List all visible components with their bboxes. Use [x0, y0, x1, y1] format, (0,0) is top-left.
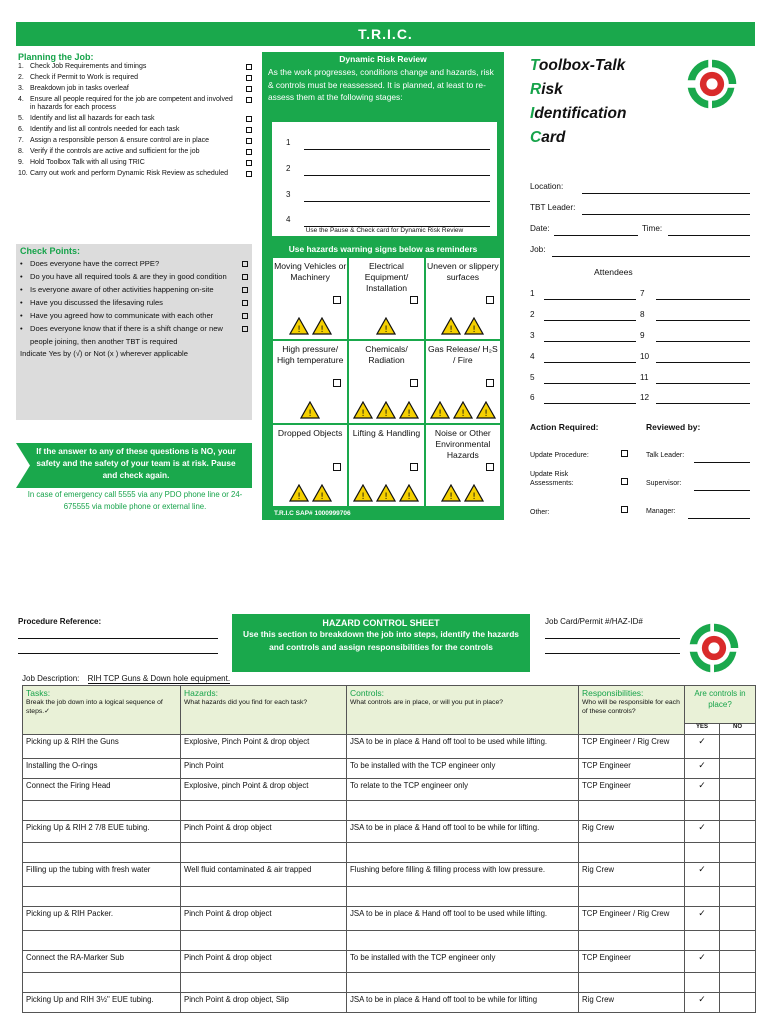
- table-row: [23, 907, 756, 931]
- task-cell[interactable]: Picking up & RIH Packer.: [23, 907, 181, 931]
- jobcard-line[interactable]: [545, 653, 680, 654]
- stage-line[interactable]: 1: [286, 138, 490, 150]
- no-cell[interactable]: [720, 907, 756, 931]
- responsibility-cell[interactable]: TCP Engineer: [579, 779, 685, 801]
- responsibility-cell[interactable]: [579, 973, 685, 993]
- svg-text:!: !: [361, 492, 366, 502]
- hazard-cell[interactable]: Pinch Point & drop object: [181, 907, 347, 931]
- warning-triangle-icon: [476, 401, 496, 419]
- control-cell[interactable]: JSA to be in place & Hand off tool to be used while lifting.: [347, 907, 579, 931]
- hazard-cell[interactable]: [181, 801, 347, 821]
- task-cell[interactable]: Filling up the tubing with fresh water: [23, 863, 181, 887]
- procedure-reference-label: Procedure Reference:: [18, 617, 102, 626]
- warning-arrow-box: If the answer to any of these questions is NO, your safety and the safety of your team is at risk. Pause and check again.: [16, 443, 252, 488]
- yes-cell[interactable]: [685, 801, 720, 821]
- no-cell[interactable]: [720, 993, 756, 1013]
- job-card-label: Job Card/Permit #/HAZ-ID#: [545, 617, 643, 626]
- hazard-cell: [273, 258, 347, 339]
- planning-checkbox[interactable]: [246, 86, 252, 92]
- tric-card-title: Toolbox-Talk Risk Identification Card: [530, 57, 627, 146]
- svg-text:!: !: [461, 408, 465, 419]
- warning-triangle-icon: [441, 484, 461, 502]
- svg-text:!: !: [449, 325, 454, 336]
- yes-cell[interactable]: ✓: [685, 951, 720, 973]
- responsibility-cell[interactable]: Rig Crew: [579, 863, 685, 887]
- table-row: [23, 931, 756, 951]
- job-field[interactable]: Job:: [530, 245, 750, 257]
- action-label: Update Procedure:: [530, 452, 589, 459]
- no-cell[interactable]: [720, 759, 756, 779]
- warning-triangle-icon: [464, 484, 484, 502]
- stage-line[interactable]: 2: [286, 164, 490, 176]
- svg-text:!: !: [438, 408, 442, 419]
- location-field[interactable]: Location:: [530, 182, 750, 194]
- control-cell[interactable]: [347, 843, 579, 863]
- checkpoint-checkbox[interactable]: [242, 313, 248, 319]
- talk-leader-field[interactable]: Talk Leader:: [646, 452, 750, 463]
- table-row: [23, 821, 756, 843]
- warning-triangle-icon: [312, 317, 332, 335]
- svg-text:!: !: [319, 492, 324, 502]
- hazard-label: High pressure/ High temperature: [276, 344, 344, 366]
- no-cell[interactable]: [720, 887, 756, 907]
- table-row: [23, 779, 756, 801]
- hazard-label: Uneven or slippery surfaces: [427, 261, 499, 282]
- stage-line[interactable]: 3: [286, 190, 490, 202]
- hazard-grid: [272, 257, 501, 507]
- hazard-cell[interactable]: Pinch Point & drop object: [181, 821, 347, 843]
- warning-triangle-icon: [353, 401, 373, 419]
- yes-cell[interactable]: [685, 887, 720, 907]
- hazard-label: Electrical Equipment/ Installation: [364, 261, 409, 293]
- responsibility-cell[interactable]: [579, 801, 685, 821]
- task-cell[interactable]: [23, 931, 181, 951]
- svg-text:!: !: [308, 408, 312, 419]
- svg-text:!: !: [361, 408, 366, 419]
- checkpoints-heading: Check Points:: [20, 246, 81, 256]
- action-label: Other:: [530, 509, 550, 516]
- checkpoint-item: • Does everyone know that if there is a shift change or new people joining, then another TBT is required: [20, 322, 248, 348]
- responsibility-cell[interactable]: TCP Engineer / Rig Crew: [579, 735, 685, 759]
- attendee-line[interactable]: 4: [530, 352, 636, 363]
- hazard-cell: [426, 341, 500, 422]
- attendee-line[interactable]: 6: [530, 393, 636, 404]
- planning-item: 1. Check Job Requirements and timings: [18, 63, 252, 71]
- checkpoint-checkbox[interactable]: [242, 287, 248, 293]
- no-cell[interactable]: [720, 801, 756, 821]
- hazard-cell[interactable]: Pinch Point & drop object: [181, 951, 347, 973]
- hazard-checkbox[interactable]: [486, 379, 494, 387]
- hazard-cell[interactable]: Well fluid contaminated & air trapped: [181, 863, 347, 887]
- control-cell[interactable]: To relate to the TCP engineer only: [347, 779, 579, 801]
- hazard-cell[interactable]: [181, 887, 347, 907]
- warning-triangle-icon: [289, 317, 309, 335]
- planning-checkbox[interactable]: [246, 171, 252, 177]
- job-description-value[interactable]: RIH TCP Guns & Down hole equipment.: [87, 674, 231, 683]
- checkpoint-item: • Have you discussed the lifesaving rules: [20, 296, 248, 309]
- responsibility-cell[interactable]: Rig Crew: [579, 821, 685, 843]
- warning-triangle-icon: [430, 401, 450, 419]
- planning-checkbox[interactable]: [246, 116, 252, 122]
- yes-cell[interactable]: [685, 973, 720, 993]
- sap-number: T.R.I.C SAP# 1000999706: [274, 510, 351, 517]
- task-cell[interactable]: Connect the Firing Head: [23, 779, 181, 801]
- hazard-cell[interactable]: [181, 931, 347, 951]
- planning-section: [18, 52, 252, 181]
- table-row: [23, 759, 756, 779]
- col-yes: YES: [685, 724, 720, 735]
- control-cell[interactable]: JSA to be in place & Hand off tool to be while for lifting.: [347, 821, 579, 843]
- warning-triangle-icon: [453, 401, 473, 419]
- stage-line[interactable]: 4: [286, 215, 490, 227]
- planning-checkbox[interactable]: [246, 97, 252, 103]
- control-cell[interactable]: Flushing before filling & filling process with low pressure.: [347, 863, 579, 887]
- warning-triangle-icon: [399, 401, 419, 419]
- table-row: [23, 735, 756, 759]
- task-cell[interactable]: Connect the RA-Marker Sub: [23, 951, 181, 973]
- hazard-label: Lifting & Handling: [352, 427, 421, 438]
- drr-title: Dynamic Risk Review: [339, 54, 427, 64]
- table-row: [23, 887, 756, 907]
- warning-triangle-icon: [376, 484, 396, 502]
- dynamic-risk-review-panel: [262, 52, 504, 520]
- col-tasks: Tasks: Break the job down into a logical sequence of steps.✓: [23, 686, 181, 735]
- warning-triangle-icon: [441, 317, 461, 335]
- checkpoint-item: • Do you have all required tools & are they in good condition: [20, 270, 248, 283]
- attendee-line[interactable]: 8: [640, 310, 750, 321]
- planning-checkbox[interactable]: [246, 127, 252, 133]
- task-cell[interactable]: Picking up & RIH the Guns: [23, 735, 181, 759]
- no-cell[interactable]: [720, 951, 756, 973]
- hazard-checkbox[interactable]: [410, 296, 418, 304]
- control-cell[interactable]: To be installed with the TCP engineer only: [347, 951, 579, 973]
- responsibility-cell[interactable]: TCP Engineer: [579, 951, 685, 973]
- planning-item: 9. Hold Toolbox Talk with all using TRIC: [18, 159, 252, 167]
- warning-triangle-icon: [353, 484, 373, 502]
- task-cell[interactable]: Picking Up and RIH 3½" EUE tubing.: [23, 993, 181, 1013]
- hazard-cell: [349, 258, 423, 339]
- planning-item: 3. Breakdown job in tasks overleaf: [18, 85, 252, 93]
- hazard-cell: [273, 341, 347, 422]
- planning-item: 4. Ensure all people required for the job are competent and involved in hazards for each process: [18, 96, 252, 112]
- svg-text:!: !: [472, 492, 477, 502]
- planning-item: 2. Check if Permit to Work is required: [18, 74, 252, 82]
- attendee-line[interactable]: 7: [640, 289, 750, 300]
- no-cell[interactable]: [720, 735, 756, 759]
- table-row: [23, 973, 756, 993]
- svg-text:!: !: [484, 408, 488, 419]
- attendee-line[interactable]: 12: [640, 393, 750, 404]
- checkpoint-item: • Have you agreed how to communicate with each other: [20, 309, 248, 322]
- col-no: NO: [720, 724, 756, 735]
- svg-text:!: !: [384, 408, 389, 419]
- task-cell[interactable]: [23, 843, 181, 863]
- planning-heading: Planning the Job:: [18, 52, 94, 62]
- planning-item: 10. Carry out work and perform Dynamic Risk Review as scheduled: [18, 170, 252, 178]
- pdo-logo-icon: [686, 620, 742, 676]
- yes-cell[interactable]: ✓: [685, 907, 720, 931]
- col-hazards: Hazards: What hazards did you find for each task?: [181, 686, 347, 735]
- checkpoint-checkbox[interactable]: [242, 274, 248, 280]
- time-field[interactable]: Time:: [642, 224, 750, 236]
- responsibility-cell[interactable]: [579, 931, 685, 951]
- hazard-label: Moving Vehicles or Machinery: [274, 261, 347, 282]
- attendee-line[interactable]: 5: [530, 373, 636, 384]
- warning-triangle-icon: [464, 317, 484, 335]
- control-cell[interactable]: [347, 801, 579, 821]
- hazard-cell: [273, 425, 347, 506]
- checkpoint-checkbox[interactable]: [242, 300, 248, 306]
- yes-cell[interactable]: ✓: [685, 735, 720, 759]
- no-cell[interactable]: [720, 931, 756, 951]
- pdo-logo-icon: [684, 56, 740, 112]
- hazard-checkbox[interactable]: [410, 379, 418, 387]
- checkpoint-item: • Does everyone have the correct PPE?: [20, 257, 248, 270]
- responsibility-cell[interactable]: TCP Engineer: [579, 759, 685, 779]
- manager-field[interactable]: Manager:: [646, 508, 750, 519]
- supervisor-field[interactable]: Supervisor:: [646, 480, 750, 491]
- date-field[interactable]: Date:: [530, 224, 640, 236]
- task-cell[interactable]: Installing the O-rings: [23, 759, 181, 779]
- col-controls: Controls: What controls are in place, or will you put in place?: [347, 686, 579, 735]
- warning-triangle-icon: [289, 484, 309, 502]
- planning-checkbox[interactable]: [246, 149, 252, 155]
- checkpoint-checkbox[interactable]: [242, 326, 248, 332]
- hazard-label: Chemicals/ Radiation: [365, 344, 408, 366]
- control-cell[interactable]: JSA to be in place & Hand off tool to be used while lifting.: [347, 735, 579, 759]
- hazard-cell[interactable]: Pinch Point & drop object, Slip: [181, 993, 347, 1013]
- warning-triangle-icon: [312, 484, 332, 502]
- control-cell[interactable]: [347, 887, 579, 907]
- planning-item: 5. Identify and list all hazards for each task: [18, 115, 252, 123]
- planning-checkbox[interactable]: [246, 75, 252, 81]
- hazard-cell: [349, 341, 423, 422]
- hazard-checkbox[interactable]: [486, 296, 494, 304]
- hazard-checkbox[interactable]: [333, 379, 341, 387]
- svg-text:!: !: [407, 492, 412, 502]
- yes-cell[interactable]: ✓: [685, 821, 720, 843]
- svg-text:!: !: [449, 492, 454, 502]
- task-cell[interactable]: [23, 801, 181, 821]
- procedure-line[interactable]: [18, 653, 218, 654]
- planning-item: 7. Assign a responsible person & ensure control are in place: [18, 137, 252, 145]
- warning-triangle-icon: [376, 317, 396, 335]
- attendee-line[interactable]: 11: [640, 373, 750, 384]
- update-risk-checkbox[interactable]: [621, 478, 628, 485]
- yes-cell[interactable]: ✓: [685, 779, 720, 801]
- attendee-line[interactable]: 1: [530, 289, 636, 300]
- yes-cell[interactable]: [685, 931, 720, 951]
- hazard-cell[interactable]: Explosive, pinch Point & drop object: [181, 779, 347, 801]
- table-row: [23, 801, 756, 821]
- drr-warning-heading: Use hazards warning signs below as reminders: [288, 244, 478, 254]
- hcs-title: HAZARD CONTROL SHEET: [322, 618, 440, 628]
- no-cell[interactable]: [720, 779, 756, 801]
- hazard-cell: [349, 425, 423, 506]
- svg-text:!: !: [296, 325, 301, 336]
- checkpoint-checkbox[interactable]: [242, 261, 248, 267]
- attendees-heading: Attendees: [594, 267, 633, 277]
- hazard-cell[interactable]: Explosive, Pinch Point & drop object: [181, 735, 347, 759]
- update-procedure-checkbox[interactable]: [621, 450, 628, 457]
- reviewed-by-heading: Reviewed by:: [646, 422, 701, 432]
- control-cell[interactable]: [347, 973, 579, 993]
- tbt-leader-field[interactable]: TBT Leader:: [530, 203, 750, 215]
- hazard-checkbox[interactable]: [333, 296, 341, 304]
- planning-item: 6. Identify and list all controls needed for each task: [18, 126, 252, 134]
- table-row: [23, 951, 756, 973]
- responsibility-cell[interactable]: Rig Crew: [579, 993, 685, 1013]
- pause-check-note: Use the Pause & Check card for Dynamic Risk Review: [305, 227, 464, 234]
- attendee-line[interactable]: 10: [640, 352, 750, 363]
- svg-text:!: !: [472, 325, 477, 336]
- attendee-line[interactable]: 2: [530, 310, 636, 321]
- warning-triangle-icon: [399, 484, 419, 502]
- svg-text:!: !: [384, 325, 389, 336]
- planning-item: 8. Verify if the controls are active and sufficient for the job: [18, 148, 252, 156]
- table-row: [23, 843, 756, 863]
- responsibility-cell[interactable]: [579, 887, 685, 907]
- hazard-cell: [426, 425, 500, 506]
- responsibility-cell[interactable]: TCP Engineer / Rig Crew: [579, 907, 685, 931]
- task-cell[interactable]: [23, 887, 181, 907]
- other-checkbox[interactable]: [621, 506, 628, 513]
- hazard-control-sheet-banner: [232, 614, 530, 672]
- page-title: T.R.I.C.: [16, 22, 755, 46]
- job-description: Job Description: RIH TCP Guns & Down hole equipment.: [22, 674, 231, 683]
- responsibility-cell[interactable]: [579, 843, 685, 863]
- hazard-cell[interactable]: [181, 973, 347, 993]
- hazard-cell: [426, 258, 500, 339]
- attendee-line[interactable]: 9: [640, 331, 750, 342]
- control-cell[interactable]: To be installed with the TCP engineer only: [347, 759, 579, 779]
- planning-checkbox[interactable]: [246, 160, 252, 166]
- svg-text:!: !: [319, 325, 324, 336]
- yes-cell[interactable]: ✓: [685, 759, 720, 779]
- yes-cell[interactable]: ✓: [685, 863, 720, 887]
- checkpoint-item: • Is everyone aware of other activities happening on-site: [20, 283, 248, 296]
- hazard-label: Dropped Objects: [277, 427, 343, 438]
- planning-checkbox[interactable]: [246, 138, 252, 144]
- task-cell[interactable]: Picking Up & RIH 2 7/8 EUE tubing.: [23, 821, 181, 843]
- hazard-cell[interactable]: Pinch Point: [181, 759, 347, 779]
- no-cell[interactable]: [720, 843, 756, 863]
- yes-cell[interactable]: ✓: [685, 993, 720, 1013]
- drr-text: As the work progresses, conditions change and hazards, risk & controls must be reassessed. It is planned, at least to re-assess them at the following stages:: [268, 67, 494, 102]
- no-cell[interactable]: [720, 863, 756, 887]
- planning-checkbox[interactable]: [246, 64, 252, 70]
- attendee-line[interactable]: 3: [530, 331, 636, 342]
- hazard-label: Noise or Other Environmental Hazards: [434, 427, 491, 460]
- jobcard-line[interactable]: [545, 638, 680, 639]
- warning-triangle-icon: [300, 401, 320, 419]
- drr-stages-box: [272, 122, 497, 236]
- hazard-checkbox[interactable]: [333, 463, 341, 471]
- svg-text:!: !: [384, 492, 389, 502]
- hazard-checkbox[interactable]: [410, 463, 418, 471]
- table-row: [23, 863, 756, 887]
- hazard-label: Gas Release/ H₂S / Fire: [427, 344, 498, 366]
- col-in-place: Are controls in place?: [685, 686, 756, 724]
- hazard-checkbox[interactable]: [486, 463, 494, 471]
- no-cell[interactable]: [720, 821, 756, 843]
- warning-triangle-icon: [376, 401, 396, 419]
- table-row: [23, 993, 756, 1013]
- task-cell[interactable]: [23, 973, 181, 993]
- hazard-control-table: [22, 685, 756, 1013]
- hazard-cell[interactable]: [181, 843, 347, 863]
- svg-text:!: !: [407, 408, 412, 419]
- action-label: Update Risk Assessments:: [530, 471, 574, 487]
- col-responsibilities: Responsibilities: Who will be responsible for each of these controls?: [579, 686, 685, 735]
- procedure-line[interactable]: [18, 638, 218, 639]
- emergency-note: In case of emergency call 5555 via any PDO phone line or 24-675555 via mobile phone or external line.: [27, 490, 243, 511]
- svg-text:!: !: [296, 492, 301, 502]
- checkpoints-section: [16, 244, 252, 420]
- checkpoints-note: Indicate Yes by (√) or Not (x ) wherever applicable: [20, 349, 188, 358]
- yes-cell[interactable]: [685, 843, 720, 863]
- action-required-heading: Action Required:: [530, 422, 599, 432]
- no-cell[interactable]: [720, 973, 756, 993]
- control-cell[interactable]: JSA to be in place & Hand off tool to be while for lifting: [347, 993, 579, 1013]
- hcs-subtitle: Use this section to breakdown the job into steps, identify the hazards and controls and assign responsibilities for the controls: [243, 629, 519, 652]
- control-cell[interactable]: [347, 931, 579, 951]
